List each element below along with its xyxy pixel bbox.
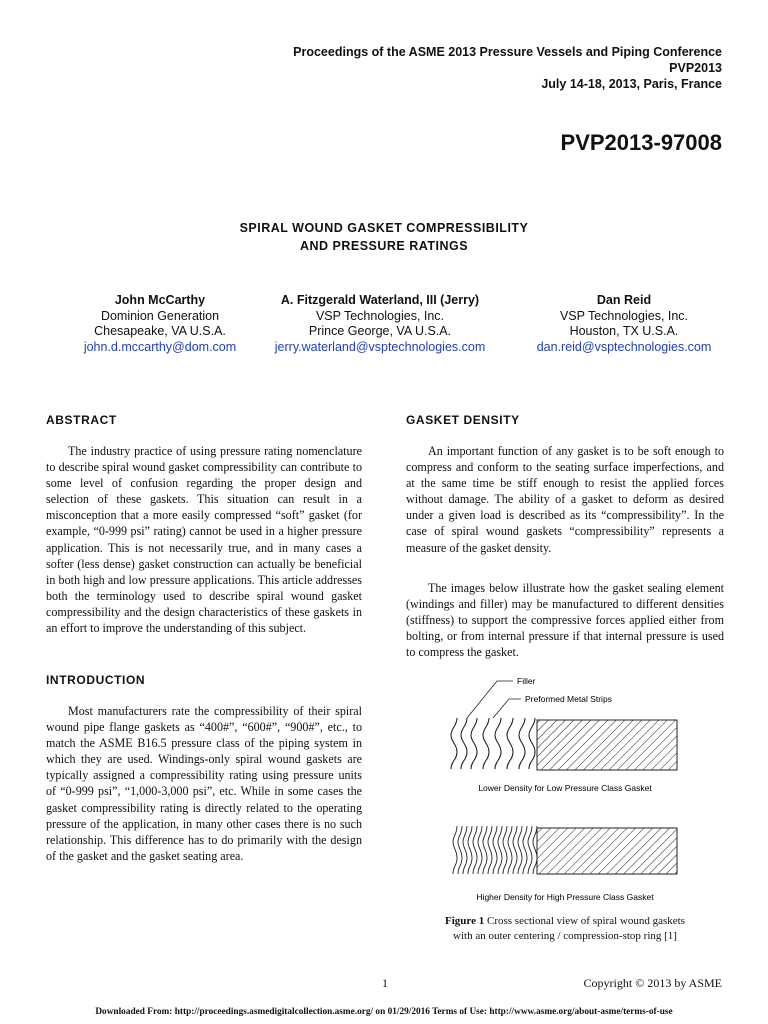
abstract-heading: ABSTRACT	[46, 413, 117, 427]
author-block-1	[60, 293, 260, 355]
author-name: John McCarthy	[114, 293, 206, 307]
outer-ring-hatch	[537, 720, 677, 770]
gasket-density-para-2: The images below illustrate how the gasket sealing element (windings and filler) may be manufactured to different densities (stiffness) to support the compressive forces applied either from bolting, or from internal pressure if that internal pressure is used to compress the gasket.	[406, 581, 724, 660]
author-org: Dominion Generation	[100, 308, 220, 323]
conference-date-location: July 14-18, 2013, Paris, France	[541, 77, 722, 91]
filler-leader-line	[467, 681, 513, 718]
author-email-link[interactable]: john.d.mccarthy@dom.com	[83, 339, 237, 354]
author-location: Houston, TX U.S.A.	[569, 324, 679, 338]
download-footer: Downloaded From: http://proceedings.asmedigitalcollection.asme.org/ on 01/29/2016 Terms of Use: http://www.asme.org/about-asme/terms-of-use	[95, 1007, 673, 1017]
higher-density-label: Higher Density for High Pressure Class Gasket	[476, 892, 654, 902]
author-org: VSP Technologies, Inc.	[559, 308, 689, 323]
page-number: 1	[382, 976, 388, 990]
author-email-link[interactable]: jerry.waterland@vsptechnologies.com	[274, 339, 486, 354]
figure-caption	[405, 914, 725, 944]
author-location: Prince George, VA U.S.A.	[308, 324, 452, 338]
strips-leader-line	[493, 699, 521, 718]
figure-caption-line-2: with an outer centering / compression-stop ring [1]	[453, 930, 677, 942]
conference-header	[293, 44, 722, 92]
gasket-cross-section-figure	[405, 668, 725, 908]
copyright-notice: Copyright © 2013 by ASME	[583, 976, 722, 990]
introduction-heading: INTRODUCTION	[46, 673, 146, 687]
author-org: VSP Technologies, Inc.	[315, 308, 445, 323]
author-email-link[interactable]: dan.reid@vsptechnologies.com	[536, 339, 712, 354]
gasket-density-para-1: An important function of any gasket is to be soft enough to compress and conform to the seating surface imperfections, and at the same time be stiff enough to resist the applied forces without damage. The ability of a gasket to deform as desired under a given load is described as its “compressibility”. In the case of spiral wound gaskets “compressibility” represents a measure of the gasket density.	[406, 444, 724, 555]
paper-id: PVP2013-97008	[560, 130, 722, 155]
dense-windings	[453, 826, 537, 874]
figure-caption-text: Cross sectional view of spiral wound gaskets	[484, 915, 685, 927]
figure-caption-label: Figure 1	[445, 915, 485, 927]
introduction-text: Most manufacturers rate the compressibility of their spiral wound pipe flange gaskets as “400#”, “600#”, “900#”, etc., to match the ASME B16.5 pressure class of the piping system in which they are used. Windings-only spiral wound gaskets are typically assigned a compressibility rating using pressure units of “0-999 psi”, “1,000-3,000 psi”, etc. While in some cases the gasket compressibility rating is directly related to the operating pressure of the application, in many other cases there is no such relationship. This difference has to do primarily with the design of the gasket and the gasket seating area.	[46, 704, 362, 863]
author-location: Chesapeake, VA U.S.A.	[94, 324, 226, 338]
lower-density-gasket	[451, 718, 677, 770]
author-block-3	[500, 293, 748, 355]
title-line-2: AND PRESSURE RATINGS	[299, 239, 469, 253]
outer-ring-hatch	[537, 828, 677, 874]
paper-title	[0, 219, 768, 255]
higher-density-gasket	[453, 826, 677, 874]
strips-label: Preformed Metal Strips	[525, 694, 612, 704]
author-block-2	[255, 293, 505, 355]
sparse-windings	[451, 718, 535, 769]
author-name: A. Fitzgerald Waterland, III (Jerry)	[280, 293, 480, 307]
gasket-density-heading: GASKET DENSITY	[406, 413, 520, 427]
filler-label: Filler	[517, 676, 536, 686]
lower-density-label: Lower Density for Low Pressure Class Gasket	[478, 783, 652, 793]
title-line-1: SPIRAL WOUND GASKET COMPRESSIBILITY	[239, 221, 529, 235]
abstract-text: The industry practice of using pressure rating nomenclature to describe spiral wound gasket compressibility can contribute to some level of confusion regarding the proper design and selection of these gaskets. This situation can result in a misconception that a more easily compressed “soft” gasket (for example, “0-999 psi” rating) cannot be used in a higher pressure application. This is not necessarily true, and in many cases a softer (less dense) gasket construction can actually be beneficial in both high and low pressure applications. This article addresses both the terminology used to describe spiral wound gasket compressibility and the design characteristics of these gaskets in an effort to improve the understanding of this subject.	[46, 444, 362, 636]
conference-short-name: PVP2013	[669, 61, 722, 75]
conference-name: Proceedings of the ASME 2013 Pressure Vessels and Piping Conference	[293, 45, 722, 59]
author-name: Dan Reid	[596, 293, 652, 307]
